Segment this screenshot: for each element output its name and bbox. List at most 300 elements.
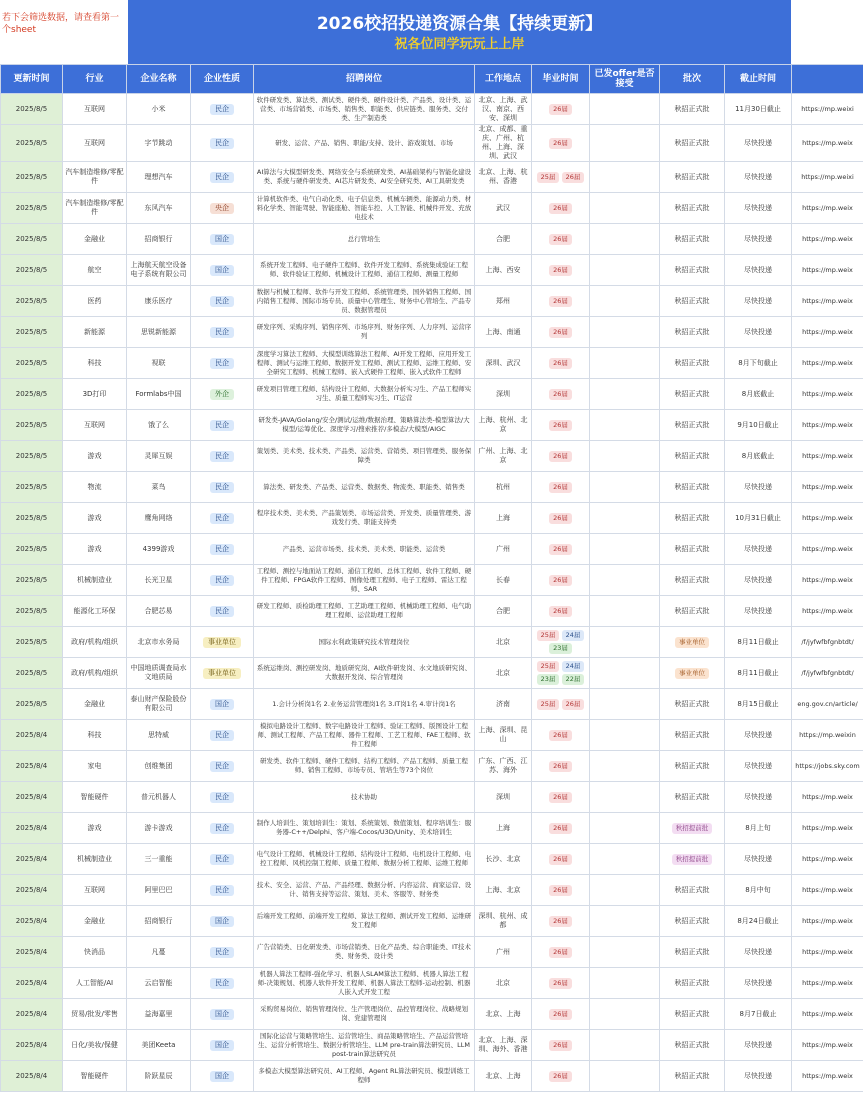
positions-cell: 机器人算法工程师-强化学习、机器人SLAM算法工程师、机器人算法工程师-决策规划、机器人软件开发工程师、机器人算法工程师-运动控制、机器人嵌入式开发工程 [254, 968, 475, 999]
deadline-cell: 8月11日截止 [725, 658, 792, 689]
nature-badge: 民企 [210, 513, 234, 524]
offer-cell [590, 1030, 660, 1061]
batch-cell [660, 193, 725, 224]
update-date-cell: 2025/8/4 [1, 906, 63, 937]
apply-link[interactable]: eng.gov.cn/article/ [792, 689, 863, 720]
apply-link[interactable]: https://mp.weix [792, 503, 863, 534]
update-date-cell: 2025/8/5 [1, 255, 63, 286]
grad-year-pill: 26届 [562, 699, 585, 710]
grad-year-cell [532, 193, 590, 224]
industry-cell: 互联网 [63, 875, 127, 906]
nature-cell [191, 844, 254, 875]
offer-cell [590, 317, 660, 348]
table-row[interactable] [1, 1030, 863, 1061]
update-date-cell: 2025/8/4 [1, 999, 63, 1030]
company-cell: 北京市水务局 [127, 627, 191, 658]
nature-cell [191, 162, 254, 193]
apply-link[interactable]: https://mp.weix [792, 317, 863, 348]
table-row[interactable] [1, 503, 863, 534]
industry-cell: 互联网 [63, 94, 127, 125]
table-row[interactable] [1, 317, 863, 348]
apply-link[interactable]: https://mp.weix [792, 565, 863, 596]
industry-cell: 互联网 [63, 410, 127, 441]
nature-badge: 国企 [210, 916, 234, 927]
page-banner [0, 0, 863, 64]
company-cell: 灵犀互娱 [127, 441, 191, 472]
batch-label: 秋招正式批 [674, 234, 710, 243]
batch-cell [660, 441, 725, 472]
grad-year-cell [532, 627, 590, 658]
industry-cell: 游戏 [63, 534, 127, 565]
deadline-cell: 尽快投递 [725, 565, 792, 596]
positions-cell: 采购贸易岗位、销售管理岗位、生产管理岗位、品控管理岗位、战略规划岗、党建管理岗 [254, 999, 475, 1030]
table-row[interactable] [1, 844, 863, 875]
update-date-cell: 2025/8/5 [1, 441, 63, 472]
column-header[interactable]: 更新时间 [1, 65, 63, 94]
industry-cell: 游戏 [63, 441, 127, 472]
column-header[interactable]: 毕业时间 [532, 65, 590, 94]
location-cell: 北京 [475, 658, 532, 689]
grad-year-cell [532, 410, 590, 441]
positions-cell: 制作人培训生、策划培训生：策划、系统策划、数值策划、程序培训生：服务器-C++/Delphi、客户端-Cocos/U3D/Unity、美术培训生 [254, 813, 475, 844]
apply-link[interactable]: https://mp.weix [792, 1061, 863, 1092]
deadline-cell: 尽快投递 [725, 1030, 792, 1061]
table-row[interactable] [1, 255, 863, 286]
offer-cell [590, 627, 660, 658]
jobs-table [0, 64, 863, 1092]
positions-cell: 数据与机械工程师、软件与开发工程师、系统管理类、国外销售工程师、国内销售工程师、国际市场专员、质量中心管理生、财务中心管培生、产品专员、数据管理员 [254, 286, 475, 317]
company-cell: 普元机器人 [127, 782, 191, 813]
table-row[interactable] [1, 658, 863, 689]
table-row[interactable] [1, 534, 863, 565]
apply-link[interactable]: https://mp.weix [792, 348, 863, 379]
batch-label: 事业单位 [675, 668, 709, 679]
positions-cell: 研发序列、采购序列、销售序列、市场序列、财务序列、人力序列、运营序列 [254, 317, 475, 348]
nature-badge: 央企 [210, 203, 234, 214]
batch-cell [660, 286, 725, 317]
nature-badge: 民企 [210, 947, 234, 958]
location-cell: 上海 [475, 503, 532, 534]
table-row[interactable] [1, 875, 863, 906]
batch-cell [660, 162, 725, 193]
nature-cell [191, 782, 254, 813]
grad-year-cell [532, 844, 590, 875]
offer-cell [590, 968, 660, 999]
industry-cell: 机械制造业 [63, 565, 127, 596]
table-row[interactable] [1, 94, 863, 125]
company-cell: 招商银行 [127, 906, 191, 937]
update-date-cell: 2025/8/5 [1, 379, 63, 410]
nature-badge: 民企 [210, 885, 234, 896]
batch-label: 秋招正式批 [674, 885, 710, 894]
deadline-cell: 8月中旬 [725, 875, 792, 906]
apply-link[interactable]: https://mp.weix [792, 813, 863, 844]
deadline-cell: 尽快投递 [725, 937, 792, 968]
grad-year-cell [532, 937, 590, 968]
positions-cell: 研发项目管理工程师、结构设计工程师、大数据分析实习生、产品工程师实习生、质量工程师实习生、IT运营 [254, 379, 475, 410]
offer-cell [590, 94, 660, 125]
update-date-cell: 2025/8/4 [1, 813, 63, 844]
batch-cell [660, 813, 725, 844]
batch-cell [660, 348, 725, 379]
apply-link[interactable]: https://mp.weixin [792, 720, 863, 751]
batch-cell [660, 751, 725, 782]
apply-link[interactable]: https://mp.weix [792, 379, 863, 410]
apply-link[interactable]: /f/jyfwfbfgnbtdt/ [792, 658, 863, 689]
nature-badge: 民企 [210, 761, 234, 772]
table-row[interactable] [1, 906, 863, 937]
update-date-cell: 2025/8/4 [1, 751, 63, 782]
table-row[interactable] [1, 689, 863, 720]
batch-label: 秋招正式批 [674, 420, 710, 429]
offer-cell [590, 503, 660, 534]
positions-cell: 策划类、美术类、技术类、产品类、运营类、营销类、项目管理类、服务保障类 [254, 441, 475, 472]
deadline-cell: 尽快投递 [725, 596, 792, 627]
industry-cell: 家电 [63, 751, 127, 782]
grad-year-pill: 26届 [549, 138, 572, 149]
batch-cell [660, 906, 725, 937]
batch-label: 秋招正式批 [674, 1071, 710, 1080]
grad-year-pill: 26届 [549, 792, 572, 803]
table-row[interactable] [1, 441, 863, 472]
update-date-cell: 2025/8/5 [1, 534, 63, 565]
location-cell: 北京、上海、杭州、香港 [475, 162, 532, 193]
deadline-cell: 尽快投递 [725, 534, 792, 565]
offer-cell [590, 1061, 660, 1092]
grad-year-pill: 26届 [549, 327, 572, 338]
grad-year-cell [532, 472, 590, 503]
batch-cell [660, 503, 725, 534]
industry-cell: 金融业 [63, 224, 127, 255]
table-row[interactable] [1, 813, 863, 844]
table-row[interactable] [1, 162, 863, 193]
column-header[interactable]: 招聘岗位 [254, 65, 475, 94]
batch-cell [660, 720, 725, 751]
company-cell: 三一重能 [127, 844, 191, 875]
table-row[interactable] [1, 193, 863, 224]
company-cell: 上海航天航空设备电子系统有限公司 [127, 255, 191, 286]
column-header[interactable]: 行业 [63, 65, 127, 94]
apply-link[interactable]: https://mp.weixi [792, 162, 863, 193]
apply-link[interactable]: /f/jyfwfbfgnbtdt/ [792, 627, 863, 658]
update-date-cell: 2025/8/5 [1, 410, 63, 441]
grad-year-pill: 22届 [562, 674, 585, 685]
offer-cell [590, 441, 660, 472]
offer-cell [590, 472, 660, 503]
industry-cell: 机械制造业 [63, 844, 127, 875]
grad-year-pill: 26届 [549, 1009, 572, 1020]
table-row[interactable] [1, 565, 863, 596]
table-row[interactable] [1, 596, 863, 627]
apply-link[interactable]: https://mp.weix [792, 875, 863, 906]
grad-year-pill: 26届 [549, 358, 572, 369]
apply-link[interactable]: https://mp.weix [792, 286, 863, 317]
company-cell: 康乐医疗 [127, 286, 191, 317]
location-cell: 广州、上海、北京 [475, 441, 532, 472]
apply-link[interactable]: https://mp.weix [792, 224, 863, 255]
apply-link[interactable]: https://mp.weixi [792, 94, 863, 125]
table-row[interactable] [1, 720, 863, 751]
positions-cell: AI算法与大模型研发类、网络安全与系统研发类、AI基础架构与智能化建设类、系统与硬件研发类、AI芯片研发类、AI安全研究类、AI工具研发类 [254, 162, 475, 193]
positions-cell: 系统开发工程师、电子硬件工程师、软件开发工程师、系统集成验证工程师、软件验证工程师、机械设计工程师、通信工程师、测量工程师 [254, 255, 475, 286]
company-cell: 饿了么 [127, 410, 191, 441]
update-date-cell: 2025/8/4 [1, 1030, 63, 1061]
page-subtitle: 祝各位同学玩玩上上岸 [394, 37, 525, 52]
location-cell: 杭州 [475, 472, 532, 503]
grad-year-pill: 26届 [549, 234, 572, 245]
positions-cell: 研发类、软件工程师、硬件工程师、结构工程师、产品工程师、质量工程师、销售工程师、市场专员、管培生等73个岗位 [254, 751, 475, 782]
nature-cell [191, 125, 254, 162]
location-cell: 郑州 [475, 286, 532, 317]
apply-link[interactable]: https://mp.weix [792, 844, 863, 875]
apply-link[interactable]: https://mp.weix [792, 441, 863, 472]
industry-cell: 智能硬件 [63, 1061, 127, 1092]
industry-cell: 政府/机构/组织 [63, 658, 127, 689]
grad-year-cell [532, 968, 590, 999]
apply-link[interactable]: https://mp.weix [792, 906, 863, 937]
column-header[interactable]: 截止时间 [725, 65, 792, 94]
positions-cell: 国际水利政策研究技术管理岗位 [254, 627, 475, 658]
offer-cell [590, 751, 660, 782]
batch-label: 秋招正式批 [674, 138, 710, 147]
offer-cell [590, 534, 660, 565]
nature-cell [191, 906, 254, 937]
positions-cell: 产品类、运营市场类、技术类、美术类、职能类、运营类 [254, 534, 475, 565]
nature-cell [191, 627, 254, 658]
nature-cell [191, 379, 254, 410]
table-row[interactable] [1, 627, 863, 658]
grad-year-pill: 26届 [549, 513, 572, 524]
offer-cell [590, 906, 660, 937]
grad-year-pill: 26届 [549, 389, 572, 400]
offer-cell [590, 596, 660, 627]
company-cell: 4399游戏 [127, 534, 191, 565]
company-cell: 小米 [127, 94, 191, 125]
company-cell: 云启智能 [127, 968, 191, 999]
company-cell: 东风汽车 [127, 193, 191, 224]
location-cell: 深圳、武汉 [475, 348, 532, 379]
grad-year-pill: 26届 [549, 544, 572, 555]
industry-cell: 政府/机构/组织 [63, 627, 127, 658]
location-cell: 广州 [475, 534, 532, 565]
column-header[interactable]: 批次 [660, 65, 725, 94]
grad-year-pill: 26届 [549, 104, 572, 115]
batch-cell [660, 1061, 725, 1092]
update-date-cell: 2025/8/5 [1, 317, 63, 348]
grad-year-cell [532, 689, 590, 720]
industry-cell: 汽车制造维修/零配件 [63, 193, 127, 224]
batch-label: 秋招正式批 [674, 358, 710, 367]
apply-link[interactable]: https://mp.weix [792, 596, 863, 627]
offer-cell [590, 658, 660, 689]
grad-year-cell [532, 162, 590, 193]
location-cell: 上海 [475, 813, 532, 844]
update-date-cell: 2025/8/5 [1, 565, 63, 596]
batch-cell [660, 596, 725, 627]
apply-link[interactable]: https://mp.weix [792, 255, 863, 286]
industry-cell: 日化/美妆/保健 [63, 1030, 127, 1061]
page-title: 2026校招投递资源合集【持续更新】 [316, 14, 603, 34]
industry-cell: 游戏 [63, 503, 127, 534]
table-row[interactable] [1, 999, 863, 1030]
nature-badge: 民企 [210, 854, 234, 865]
positions-cell: 后端开发工程师、前端开发工程师、算法工程师、测试开发工程师、运维研发工程师 [254, 906, 475, 937]
company-cell: 思特威 [127, 720, 191, 751]
nature-cell [191, 410, 254, 441]
nature-badge: 国企 [210, 699, 234, 710]
batch-label: 秋招正式批 [674, 451, 710, 460]
apply-link[interactable]: https://mp.weix [792, 534, 863, 565]
batch-label: 秋招正式批 [674, 482, 710, 491]
deadline-cell: 尽快投递 [725, 751, 792, 782]
positions-cell: 总行管培生 [254, 224, 475, 255]
table-row[interactable] [1, 125, 863, 162]
nature-badge: 民企 [210, 823, 234, 834]
deadline-cell: 11月30日截止 [725, 94, 792, 125]
column-header[interactable] [792, 65, 863, 94]
positions-cell: 研发工程师、质检助理工程师、工艺助理工程师、机械助理工程师、电气助理工程师、运营助理工程师 [254, 596, 475, 627]
nature-badge: 民企 [210, 296, 234, 307]
batch-cell [660, 565, 725, 596]
company-cell: 思锐新能源 [127, 317, 191, 348]
apply-link[interactable]: https://mp.weix [792, 782, 863, 813]
nature-cell [191, 1030, 254, 1061]
apply-link[interactable]: https://jobs.sky.com [792, 751, 863, 782]
batch-cell [660, 255, 725, 286]
table-row[interactable] [1, 379, 863, 410]
grad-year-pill: 25届 [537, 699, 560, 710]
grad-year-cell [532, 224, 590, 255]
table-row[interactable] [1, 224, 863, 255]
nature-badge: 外企 [210, 389, 234, 400]
location-cell: 合肥 [475, 596, 532, 627]
nature-cell [191, 224, 254, 255]
nature-cell [191, 999, 254, 1030]
grad-year-cell [532, 348, 590, 379]
industry-cell: 物流 [63, 472, 127, 503]
company-cell: 鹰角网络 [127, 503, 191, 534]
nature-badge: 民企 [210, 730, 234, 741]
batch-label: 秋招正式批 [674, 172, 710, 181]
nature-cell [191, 565, 254, 596]
grad-year-pill: 26届 [549, 265, 572, 276]
grad-year-pill: 25届 [537, 172, 560, 183]
column-header[interactable]: 已发offer是否接受 [590, 65, 660, 94]
grad-year-cell [532, 379, 590, 410]
location-cell: 上海、北京 [475, 875, 532, 906]
grad-year-pill: 26届 [549, 420, 572, 431]
company-cell: 益海嘉里 [127, 999, 191, 1030]
location-cell: 北京 [475, 627, 532, 658]
grad-year-cell [532, 565, 590, 596]
update-date-cell: 2025/8/4 [1, 1061, 63, 1092]
nature-badge: 民企 [210, 606, 234, 617]
positions-cell: 算法类、研发类、产品类、运营类、数据类、物流类、职能类、销售类 [254, 472, 475, 503]
batch-cell [660, 627, 725, 658]
batch-cell [660, 968, 725, 999]
nature-cell [191, 813, 254, 844]
location-cell: 广州 [475, 937, 532, 968]
nature-cell [191, 94, 254, 125]
nature-badge: 国企 [210, 234, 234, 245]
update-date-cell: 2025/8/5 [1, 94, 63, 125]
positions-cell: 国际化运营与策略管培生、运营管培生、商品策略管培生、产品运营管培生、运营分析管培生、数据分析管培生、LLM pre-train算法研究员、LLM post-train算法研究员 [254, 1030, 475, 1061]
positions-cell: 广告营销类、日化研发类、市场营销类、日化产品类、综合职能类、IT技术类、财务类、设计类 [254, 937, 475, 968]
offer-cell [590, 565, 660, 596]
apply-link[interactable]: https://mp.weix [792, 472, 863, 503]
apply-link[interactable]: https://mp.weix [792, 937, 863, 968]
location-cell: 北京、成都、重庆、广州、杭州、上海、深圳、武汉 [475, 125, 532, 162]
table-row[interactable] [1, 472, 863, 503]
table-row[interactable] [1, 937, 863, 968]
apply-link[interactable]: https://mp.weix [792, 1030, 863, 1061]
apply-link[interactable]: https://mp.weix [792, 125, 863, 162]
positions-cell: 1.会计分析岗1名 2.业务运营管理岗1名 3.IT岗1名 4.审计岗1名 [254, 689, 475, 720]
column-header[interactable]: 企业性质 [191, 65, 254, 94]
batch-label: 秋招正式批 [674, 513, 710, 522]
grad-year-cell [532, 317, 590, 348]
grad-year-pill: 23届 [549, 643, 572, 654]
nature-cell [191, 658, 254, 689]
grad-year-pill: 24届 [562, 630, 585, 641]
table-row[interactable] [1, 968, 863, 999]
industry-cell: 快消品 [63, 937, 127, 968]
grad-year-cell [532, 1030, 590, 1061]
apply-link[interactable]: https://mp.weix [792, 968, 863, 999]
grad-year-cell [532, 875, 590, 906]
industry-cell: 贸易/批发/零售 [63, 999, 127, 1030]
grad-year-pill: 26届 [549, 823, 572, 834]
nature-cell [191, 193, 254, 224]
table-row[interactable] [1, 410, 863, 441]
batch-cell [660, 689, 725, 720]
offer-cell [590, 348, 660, 379]
update-date-cell: 2025/8/5 [1, 503, 63, 534]
apply-link[interactable]: https://mp.weix [792, 410, 863, 441]
grad-year-pill: 26届 [549, 575, 572, 586]
deadline-cell: 尽快投递 [725, 844, 792, 875]
table-row[interactable] [1, 348, 863, 379]
table-row[interactable] [1, 782, 863, 813]
batch-label: 秋招正式批 [674, 792, 710, 801]
update-date-cell: 2025/8/4 [1, 782, 63, 813]
column-header[interactable]: 企业名称 [127, 65, 191, 94]
nature-cell [191, 1061, 254, 1092]
industry-cell: 互联网 [63, 125, 127, 162]
deadline-cell: 尽快投递 [725, 224, 792, 255]
deadline-cell: 8月15日截止 [725, 689, 792, 720]
column-header[interactable]: 工作地点 [475, 65, 532, 94]
apply-link[interactable]: https://mp.weix [792, 193, 863, 224]
company-cell: Formlabs中国 [127, 379, 191, 410]
deadline-cell: 8月底截止 [725, 441, 792, 472]
company-cell: 合肥芯易 [127, 596, 191, 627]
grad-year-pill: 25届 [537, 661, 560, 672]
update-date-cell: 2025/8/4 [1, 875, 63, 906]
deadline-cell: 9月10日截止 [725, 410, 792, 441]
offer-cell [590, 286, 660, 317]
table-row[interactable] [1, 286, 863, 317]
batch-label: 秋招正式批 [674, 389, 710, 398]
grad-year-pill: 26届 [549, 296, 572, 307]
table-row[interactable] [1, 751, 863, 782]
industry-cell: 智能硬件 [63, 782, 127, 813]
offer-cell [590, 999, 660, 1030]
apply-link[interactable]: https://mp.weix [792, 999, 863, 1030]
location-cell: 上海、南通 [475, 317, 532, 348]
table-row[interactable] [1, 1061, 863, 1092]
nature-badge: 国企 [210, 265, 234, 276]
